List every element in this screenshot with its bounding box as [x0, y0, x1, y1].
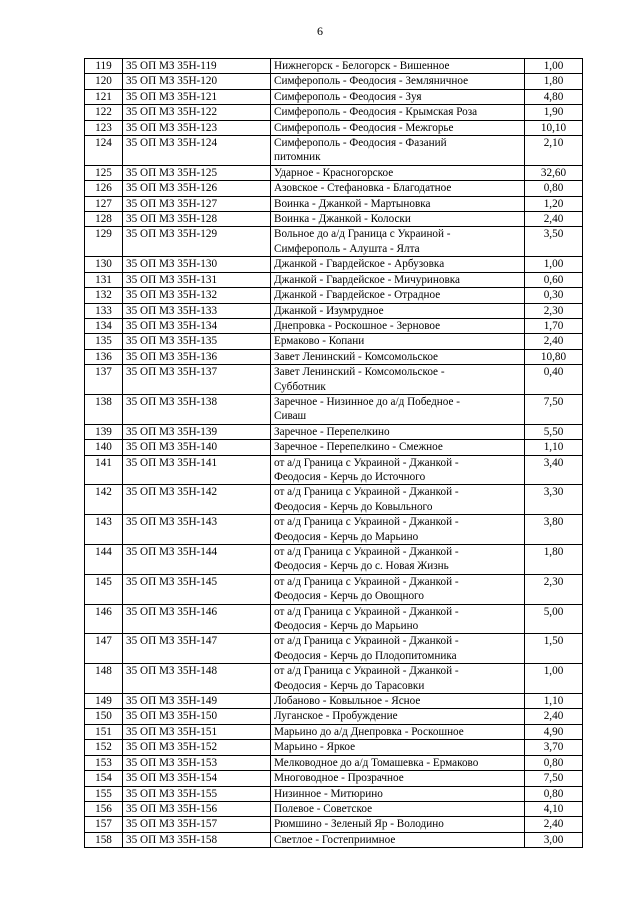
road-code-cell: 35 ОП МЗ 35Н-148 [123, 664, 271, 694]
road-code-cell: 35 ОП МЗ 35Н-127 [123, 196, 271, 211]
road-length-cell: 0,80 [525, 755, 583, 770]
roads-table-body [85, 59, 583, 848]
road-name-cell: Заречное - Низинное до а/д Победное - Сиваш [271, 394, 525, 424]
table-row [85, 257, 583, 272]
table-row [85, 181, 583, 196]
road-code-cell: 35 ОП МЗ 35Н-132 [123, 288, 271, 303]
road-length-cell: 1,10 [525, 440, 583, 455]
table-row [85, 755, 583, 770]
table-row [85, 288, 583, 303]
roads-table [84, 58, 583, 848]
row-number-cell: 145 [85, 574, 123, 604]
row-number-cell: 139 [85, 424, 123, 439]
road-code-cell: 35 ОП МЗ 35Н-130 [123, 257, 271, 272]
road-code-cell: 35 ОП МЗ 35Н-145 [123, 574, 271, 604]
road-name-cell: Симферополь - Феодосия - Зуя [271, 89, 525, 104]
table-row [85, 394, 583, 424]
row-number-cell: 151 [85, 724, 123, 739]
road-code-cell: 35 ОП МЗ 35Н-129 [123, 227, 271, 257]
road-name-cell: от а/д Граница с Украиной - Джанкой - Феодосия - Керчь до Ковыльного [271, 485, 525, 515]
row-number-cell: 153 [85, 755, 123, 770]
table-row [85, 724, 583, 739]
row-number-cell: 148 [85, 664, 123, 694]
road-length-cell: 1,20 [525, 196, 583, 211]
road-length-cell: 2,40 [525, 709, 583, 724]
table-row [85, 786, 583, 801]
road-length-cell: 1,90 [525, 105, 583, 120]
road-length-cell: 2,30 [525, 303, 583, 318]
road-code-cell: 35 ОП МЗ 35Н-152 [123, 740, 271, 755]
road-length-cell: 7,50 [525, 771, 583, 786]
table-row [85, 74, 583, 89]
road-name-cell: от а/д Граница с Украиной - Джанкой - Феодосия - Керчь до Марьино [271, 604, 525, 634]
road-name-cell: от а/д Граница с Украиной - Джанкой - Феодосия - Керчь до Источного [271, 455, 525, 485]
table-row [85, 303, 583, 318]
row-number-cell: 135 [85, 334, 123, 349]
road-length-cell: 4,80 [525, 89, 583, 104]
row-number-cell: 138 [85, 394, 123, 424]
road-code-cell: 35 ОП МЗ 35Н-142 [123, 485, 271, 515]
table-row [85, 832, 583, 847]
row-number-cell: 127 [85, 196, 123, 211]
road-code-cell: 35 ОП МЗ 35Н-143 [123, 515, 271, 545]
road-name-cell: от а/д Граница с Украиной - Джанкой - Феодосия - Керчь до Марьино [271, 515, 525, 545]
road-length-cell: 0,80 [525, 181, 583, 196]
row-number-cell: 143 [85, 515, 123, 545]
row-number-cell: 136 [85, 349, 123, 364]
row-number-cell: 120 [85, 74, 123, 89]
road-name-cell: Джанкой - Гвардейское - Отрадное [271, 288, 525, 303]
row-number-cell: 126 [85, 181, 123, 196]
road-length-cell: 2,10 [525, 136, 583, 166]
road-length-cell: 5,50 [525, 424, 583, 439]
road-name-cell: Ударное - Красногорское [271, 165, 525, 180]
road-code-cell: 35 ОП МЗ 35Н-146 [123, 604, 271, 634]
road-name-cell: Джанкой - Гвардейское - Арбузовка [271, 257, 525, 272]
road-code-cell: 35 ОП МЗ 35Н-154 [123, 771, 271, 786]
road-name-cell: Рюмшино - Зеленый Яр - Володино [271, 817, 525, 832]
road-name-cell: Луганское - Пробуждение [271, 709, 525, 724]
row-number-cell: 144 [85, 545, 123, 575]
road-length-cell: 4,10 [525, 801, 583, 816]
road-name-cell: Джанкой - Гвардейское - Мичуриновка [271, 272, 525, 287]
page-number: 6 [317, 24, 323, 38]
road-length-cell: 1,70 [525, 318, 583, 333]
road-code-cell: 35 ОП МЗ 35Н-133 [123, 303, 271, 318]
road-code-cell: 35 ОП МЗ 35Н-123 [123, 120, 271, 135]
road-name-cell: Заречное - Перепелкино [271, 424, 525, 439]
road-length-cell: 1,80 [525, 545, 583, 575]
road-name-cell: Марьино до а/д Днепровка - Роскошное [271, 724, 525, 739]
road-length-cell: 0,60 [525, 272, 583, 287]
row-number-cell: 147 [85, 634, 123, 664]
road-name-cell: Воинка - Джанкой - Мартыновка [271, 196, 525, 211]
road-length-cell: 1,00 [525, 664, 583, 694]
road-code-cell: 35 ОП МЗ 35Н-128 [123, 212, 271, 227]
road-code-cell: 35 ОП МЗ 35Н-126 [123, 181, 271, 196]
road-code-cell: 35 ОП МЗ 35Н-151 [123, 724, 271, 739]
table-row [85, 545, 583, 575]
table-row [85, 485, 583, 515]
row-number-cell: 121 [85, 89, 123, 104]
row-number-cell: 122 [85, 105, 123, 120]
table-row [85, 694, 583, 709]
road-name-cell: Ермаково - Копани [271, 334, 525, 349]
table-row [85, 771, 583, 786]
road-length-cell: 32,60 [525, 165, 583, 180]
row-number-cell: 123 [85, 120, 123, 135]
row-number-cell: 154 [85, 771, 123, 786]
table-row [85, 212, 583, 227]
table-row [85, 227, 583, 257]
road-length-cell: 3,80 [525, 515, 583, 545]
road-length-cell: 1,00 [525, 59, 583, 74]
table-row [85, 740, 583, 755]
table-row [85, 334, 583, 349]
road-name-cell: Воинка - Джанкой - Колоски [271, 212, 525, 227]
row-number-cell: 142 [85, 485, 123, 515]
road-length-cell: 1,10 [525, 694, 583, 709]
row-number-cell: 132 [85, 288, 123, 303]
road-name-cell: Светлое - Гостеприимное [271, 832, 525, 847]
road-length-cell: 3,00 [525, 832, 583, 847]
road-length-cell: 0,40 [525, 365, 583, 395]
row-number-cell: 125 [85, 165, 123, 180]
table-row [85, 272, 583, 287]
road-code-cell: 35 ОП МЗ 35Н-156 [123, 801, 271, 816]
table-row [85, 817, 583, 832]
road-code-cell: 35 ОП МЗ 35Н-137 [123, 365, 271, 395]
row-number-cell: 156 [85, 801, 123, 816]
table-row [85, 801, 583, 816]
road-length-cell: 1,00 [525, 257, 583, 272]
road-code-cell: 35 ОП МЗ 35Н-138 [123, 394, 271, 424]
road-name-cell: Азовское - Стефановка - Благодатное [271, 181, 525, 196]
row-number-cell: 150 [85, 709, 123, 724]
road-length-cell: 0,80 [525, 786, 583, 801]
table-row [85, 664, 583, 694]
table-row [85, 318, 583, 333]
road-code-cell: 35 ОП МЗ 35Н-135 [123, 334, 271, 349]
road-code-cell: 35 ОП МЗ 35Н-155 [123, 786, 271, 801]
road-name-cell: Завет Ленинский - Комсомольское [271, 349, 525, 364]
road-code-cell: 35 ОП МЗ 35Н-131 [123, 272, 271, 287]
road-name-cell: от а/д Граница с Украиной - Джанкой - Феодосия - Керчь до Плодопитомника [271, 634, 525, 664]
row-number-cell: 130 [85, 257, 123, 272]
road-name-cell: Симферополь - Феодосия - Межгорье [271, 120, 525, 135]
road-code-cell: 35 ОП МЗ 35Н-136 [123, 349, 271, 364]
road-length-cell: 10,80 [525, 349, 583, 364]
road-name-cell: Марьино - Яркое [271, 740, 525, 755]
road-name-cell: от а/д Граница с Украиной - Джанкой - Феодосия - Керчь до Тарасовки [271, 664, 525, 694]
table-row [85, 349, 583, 364]
road-code-cell: 35 ОП МЗ 35Н-144 [123, 545, 271, 575]
row-number-cell: 134 [85, 318, 123, 333]
road-name-cell: Нижнегорск - Белогорск - Вишенное [271, 59, 525, 74]
road-length-cell: 2,30 [525, 574, 583, 604]
road-length-cell: 0,30 [525, 288, 583, 303]
road-length-cell: 2,40 [525, 212, 583, 227]
table-row [85, 634, 583, 664]
road-name-cell: Заречное - Перепелкино - Смежное [271, 440, 525, 455]
road-code-cell: 35 ОП МЗ 35Н-158 [123, 832, 271, 847]
road-name-cell: от а/д Граница с Украиной - Джанкой - Феодосия - Керчь до с. Новая Жизнь [271, 545, 525, 575]
road-name-cell: Лобаново - Ковыльное - Ясное [271, 694, 525, 709]
road-name-cell: Симферополь - Феодосия - Земляничное [271, 74, 525, 89]
table-row [85, 574, 583, 604]
row-number-cell: 146 [85, 604, 123, 634]
table-row [85, 515, 583, 545]
road-length-cell: 3,30 [525, 485, 583, 515]
table-row [85, 120, 583, 135]
row-number-cell: 157 [85, 817, 123, 832]
road-name-cell: Джанкой - Изумрудное [271, 303, 525, 318]
road-length-cell: 7,50 [525, 394, 583, 424]
row-number-cell: 149 [85, 694, 123, 709]
table-row [85, 89, 583, 104]
road-name-cell: Вольное до а/д Граница с Украиной - Симферополь - Алушта - Ялта [271, 227, 525, 257]
row-number-cell: 152 [85, 740, 123, 755]
road-code-cell: 35 ОП МЗ 35Н-124 [123, 136, 271, 166]
road-name-cell: Многоводное - Прозрачное [271, 771, 525, 786]
road-code-cell: 35 ОП МЗ 35Н-139 [123, 424, 271, 439]
row-number-cell: 140 [85, 440, 123, 455]
road-code-cell: 35 ОП МЗ 35Н-153 [123, 755, 271, 770]
road-code-cell: 35 ОП МЗ 35Н-134 [123, 318, 271, 333]
table-row [85, 604, 583, 634]
road-code-cell: 35 ОП МЗ 35Н-119 [123, 59, 271, 74]
row-number-cell: 129 [85, 227, 123, 257]
table-row [85, 105, 583, 120]
road-length-cell: 4,90 [525, 724, 583, 739]
road-length-cell: 2,40 [525, 334, 583, 349]
road-code-cell: 35 ОП МЗ 35Н-157 [123, 817, 271, 832]
road-code-cell: 35 ОП МЗ 35Н-141 [123, 455, 271, 485]
road-name-cell: Мелководное до а/д Томашевка - Ермаково [271, 755, 525, 770]
road-code-cell: 35 ОП МЗ 35Н-120 [123, 74, 271, 89]
table-row [85, 709, 583, 724]
road-length-cell: 1,50 [525, 634, 583, 664]
road-length-cell: 3,70 [525, 740, 583, 755]
row-number-cell: 128 [85, 212, 123, 227]
row-number-cell: 141 [85, 455, 123, 485]
road-code-cell: 35 ОП МЗ 35Н-121 [123, 89, 271, 104]
road-name-cell: Симферополь - Феодосия - Фазаний питомник [271, 136, 525, 166]
row-number-cell: 133 [85, 303, 123, 318]
row-number-cell: 158 [85, 832, 123, 847]
row-number-cell: 137 [85, 365, 123, 395]
road-name-cell: Симферополь - Феодосия - Крымская Роза [271, 105, 525, 120]
road-length-cell: 3,40 [525, 455, 583, 485]
road-name-cell: Полевое - Советское [271, 801, 525, 816]
road-length-cell: 5,00 [525, 604, 583, 634]
road-code-cell: 35 ОП МЗ 35Н-140 [123, 440, 271, 455]
table-row [85, 165, 583, 180]
row-number-cell: 124 [85, 136, 123, 166]
road-name-cell: от а/д Граница с Украиной - Джанкой - Феодосия - Керчь до Овощного [271, 574, 525, 604]
road-code-cell: 35 ОП МЗ 35Н-150 [123, 709, 271, 724]
road-length-cell: 10,10 [525, 120, 583, 135]
road-code-cell: 35 ОП МЗ 35Н-125 [123, 165, 271, 180]
road-name-cell: Завет Ленинский - Комсомольское - Субботник [271, 365, 525, 395]
road-code-cell: 35 ОП МЗ 35Н-147 [123, 634, 271, 664]
road-length-cell: 2,40 [525, 817, 583, 832]
row-number-cell: 119 [85, 59, 123, 74]
table-row [85, 455, 583, 485]
road-name-cell: Днепровка - Роскошное - Зерновое [271, 318, 525, 333]
table-row [85, 59, 583, 74]
row-number-cell: 131 [85, 272, 123, 287]
table-row [85, 440, 583, 455]
road-name-cell: Низинное - Митюрино [271, 786, 525, 801]
table-row [85, 196, 583, 211]
road-length-cell: 1,80 [525, 74, 583, 89]
road-code-cell: 35 ОП МЗ 35Н-149 [123, 694, 271, 709]
road-length-cell: 3,50 [525, 227, 583, 257]
table-row [85, 365, 583, 395]
table-row [85, 136, 583, 166]
road-code-cell: 35 ОП МЗ 35Н-122 [123, 105, 271, 120]
table-row [85, 424, 583, 439]
row-number-cell: 155 [85, 786, 123, 801]
